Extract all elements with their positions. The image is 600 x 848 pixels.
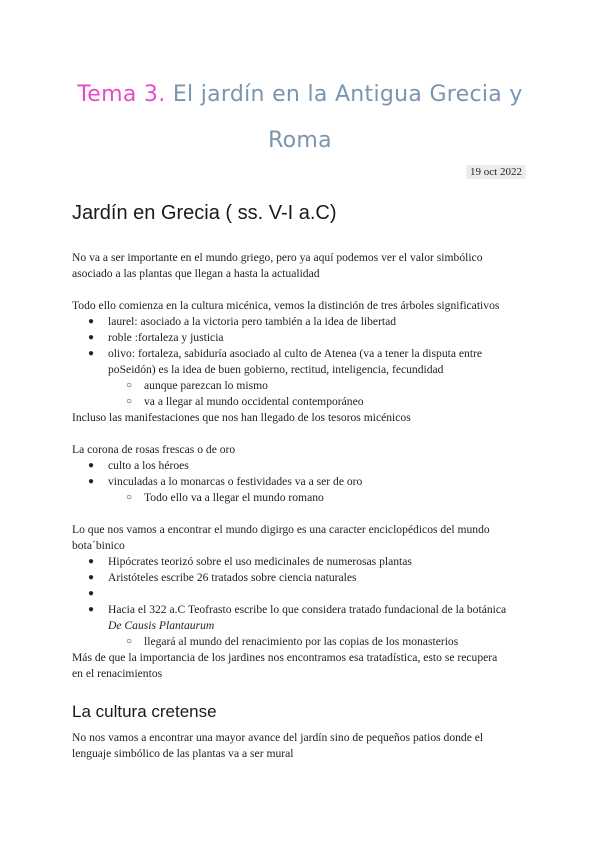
bullet-icon: ● bbox=[88, 588, 95, 599]
sub-item-aunque: aunque parezcan lo mismo bbox=[144, 379, 268, 392]
bullet-icon: ● bbox=[88, 316, 95, 327]
book-title-de-causis: De Causis Plantaurum bbox=[108, 619, 215, 632]
intro-paragraph-line-2: asociado a las plantas que llegan a hasta la actualidad bbox=[72, 267, 320, 280]
bullet-icon: ● bbox=[88, 332, 95, 343]
sub-item-renacimiento: llegará al mundo del renacimiento por las copias de los monasterios bbox=[144, 635, 459, 648]
bullet-icon: ● bbox=[88, 572, 95, 583]
cretense-paragraph-line-1: No nos vamos a encontrar una mayor avance del jardín sino de pequeños patios donde el bbox=[72, 731, 484, 744]
circle-bullet-icon: ○ bbox=[126, 492, 133, 503]
section-heading-grecia: Jardín en Grecia ( ss. V-I a.C) bbox=[72, 202, 337, 224]
title-line-1-rest: El jardín en la Antigua Grecia y bbox=[172, 82, 523, 107]
intro-paragraph-line-1: No va a ser importante en el mundo griego, pero ya aquí podemos ver el valor simbólico bbox=[72, 251, 483, 264]
date-chip: 19 oct 2022 bbox=[466, 165, 526, 179]
list-item-olivo-line-1: olivo: fortaleza, sabiduría asociado al culto de Atenea (va a tener la disputa entre bbox=[108, 347, 483, 360]
cretense-paragraph-line-2: lenguaje simbólico de las plantas va a ser mural bbox=[72, 747, 294, 760]
list-item-laurel: laurel: asociado a la victoria pero también a la idea de libertad bbox=[108, 315, 397, 328]
mas-paragraph-line-2: en el renacimientos bbox=[72, 667, 163, 680]
bullet-icon: ● bbox=[88, 460, 95, 471]
circle-bullet-icon: ○ bbox=[126, 396, 133, 407]
title-line-1 bbox=[60, 72, 540, 118]
title-tema: Tema 3. bbox=[77, 82, 166, 107]
bullet-icon: ● bbox=[88, 476, 95, 487]
document-title bbox=[60, 72, 540, 164]
list-item-olivo-line-2: poSeidón) es la idea de buen gobierno, rectitud, inteligencia, fecundidad bbox=[108, 363, 444, 376]
circle-bullet-icon: ○ bbox=[126, 636, 133, 647]
digirgo-paragraph-line-1: Lo que nos vamos a encontrar el mundo digirgo es una caracter enciclopédicos del mundo bbox=[72, 523, 490, 536]
list-item-roble: roble :fortaleza y justicia bbox=[108, 331, 224, 344]
list-item-hipocrates: Hipócrates teorizó sobre el uso medicinales de numerosas plantas bbox=[108, 555, 412, 568]
list-item-teofrasto: Hacia el 322 a.C Teofrasto escribe lo que considera tratado fundacional de la botánica bbox=[108, 603, 507, 616]
bullet-icon: ● bbox=[88, 604, 95, 615]
digirgo-paragraph-line-2: bota´binico bbox=[72, 539, 125, 552]
sub-item-occidental: va a llegar al mundo occidental contemporáneo bbox=[144, 395, 364, 408]
trees-intro: Todo ello comienza en la cultura micénica, vemos la distinción de tres árboles significativos bbox=[72, 299, 500, 312]
title-line-2: Roma bbox=[268, 128, 332, 153]
bullet-icon: ● bbox=[88, 556, 95, 567]
bullet-icon: ● bbox=[88, 348, 95, 359]
section-heading-cretense: La cultura cretense bbox=[72, 702, 217, 721]
circle-bullet-icon: ○ bbox=[126, 380, 133, 391]
list-item-heroes: culto a los héroes bbox=[108, 459, 189, 472]
corona-paragraph: La corona de rosas frescas o de oro bbox=[72, 443, 236, 456]
list-item-aristoteles: Aristóteles escribe 26 tratados sobre ciencia naturales bbox=[108, 571, 357, 584]
manifestaciones-paragraph: Incluso las manifestaciones que nos han llegado de los tesoros micénicos bbox=[72, 411, 411, 424]
sub-item-romano: Todo ello va a llegar el mundo romano bbox=[144, 491, 324, 504]
mas-paragraph-line-1: Más de que la importancia de los jardines nos encontramos esa tratadística, esto se recupera bbox=[72, 651, 498, 664]
list-item-monarcas: vinculadas a lo monarcas o festividades va a ser de oro bbox=[108, 475, 363, 488]
